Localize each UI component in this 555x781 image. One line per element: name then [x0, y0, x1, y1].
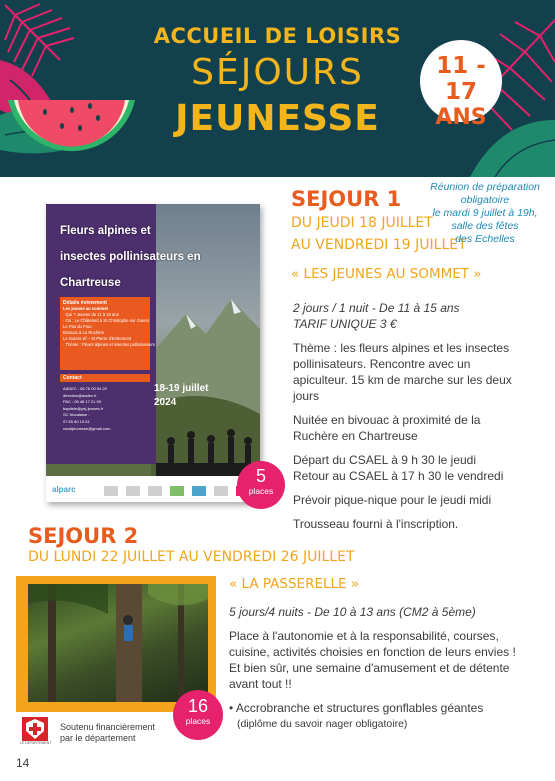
sejour1-description: Thème : les fleurs alpines et les insectes pollinisateurs. Rencontre avec un apiculteur. 15 km de marche sur les deux jours — [293, 341, 512, 403]
sejour1-trousseau: Trousseau fourni à l'inscription. — [293, 517, 459, 531]
poster-title-line: insectes pollinisateurs en — [60, 251, 201, 263]
departement-logo-icon — [22, 717, 48, 741]
header-title-accueil: ACCUEIL DE LOISIRS — [153, 24, 402, 48]
reunion-line: le mardi 9 juillet à 19h, — [432, 207, 538, 219]
poster-contact-line: direction@aadec.fr — [63, 392, 97, 398]
sejour1-date-start: DU JEUDI 18 JUILLET — [291, 215, 433, 231]
poster-date-year: 2024 — [154, 397, 177, 408]
header-title-sejours: SÉJOURS — [191, 52, 364, 93]
reunion-line: Réunion de préparation — [430, 181, 540, 193]
partner-logo-icon — [192, 486, 206, 496]
sejour2-places-number: 16 — [187, 696, 209, 716]
sejour2-note: (diplôme du savoir nager obligatoire) — [237, 718, 408, 730]
funding-line: par le département — [60, 733, 136, 743]
sejour1-places-label: places — [248, 486, 274, 496]
sejour2-places-label: places — [185, 716, 211, 726]
sejour1-details — [293, 300, 518, 540]
sejour1-theme: « LES JEUNES AU SOMMET » — [291, 266, 482, 282]
poster-title — [60, 218, 250, 296]
poster-contact-line: AADEC : 06 76 00 94 20 — [63, 386, 107, 391]
poster-title-line: Chartreuse — [60, 277, 121, 289]
alparc-logo: alparc — [52, 485, 76, 494]
sejour2-activity: • Accrobranche et structures gonflables géantes — [229, 701, 484, 715]
sejour2-title: SEJOUR 2 — [28, 524, 139, 548]
age-range-unit: ANS — [435, 105, 487, 130]
departement-logo-label: LE DÉPARTEMENT — [20, 741, 52, 745]
header-banner — [0, 0, 555, 177]
funding-line: Soutenu financièrement — [60, 722, 156, 732]
sejour2-dates: DU LUNDI 22 JUILLET AU VENDREDI 26 JUILLET — [28, 549, 355, 565]
sejour2-duration: 5 jours/4 nuits - De 10 à 13 ans (CM2 à 5ème) — [229, 605, 476, 619]
poster-detail: Le Guiers vif – St Pierre d'Entremont — [63, 336, 132, 341]
poster-details-title: Détails évènement — [63, 300, 107, 306]
partner-logo-icon — [170, 486, 184, 496]
poster-contact-line: cscaljeunesse@gmail.com — [63, 425, 111, 431]
sejour1-title: SEJOUR 1 — [291, 187, 402, 211]
sejour1-date-end: AU VENDREDI 19 JUILLET — [291, 237, 467, 253]
poster-detail: · Qui ? Jeunes de 11 à 15 ans — [63, 312, 119, 317]
sejour2-places-badge — [173, 690, 223, 740]
poster-detail: Le Pas du Frou — [63, 324, 92, 329]
partner-logo-icon — [104, 486, 118, 496]
sejour2-description: Place à l'autonomie et à la responsabilité, courses, cuisine, activités choisies en fonction de leurs envies ! Et bien sûr, une semaine d'amusement et de détente avant tout !! — [229, 629, 516, 691]
age-range-numbers: 11 - 17 — [436, 53, 486, 105]
sejour1-places-badge — [237, 461, 285, 509]
poster-detail: · Thème : Fleurs alpines et insectes pollinisateurs — [63, 342, 155, 347]
sejour1-duration: 2 jours / 1 nuit - De 11 à 15 ans — [293, 301, 460, 315]
tree-climbing-icon — [28, 584, 208, 702]
poster-detail: · Où : Le Châtelard à St Christophe sur Guiers — [63, 318, 150, 323]
poster-title-line: Fleurs alpines et — [60, 225, 151, 237]
poster-contact-line: baptiste@pej-jeunes.fr — [63, 405, 104, 411]
sejour1-poster — [46, 204, 260, 502]
reunion-line: salle des fêtes — [451, 220, 519, 232]
reunion-notice — [420, 181, 550, 246]
poster-details-sub: Les jeunes au sommet — [63, 306, 108, 311]
sejour1-depart: Départ du CSAEL à 9 h 30 le jeudi — [293, 453, 477, 467]
age-range-badge — [420, 40, 502, 130]
reunion-line: obligatoire — [460, 194, 510, 206]
sejour1-places-number: 5 — [255, 466, 266, 486]
poster-date — [154, 382, 208, 410]
poster-contact-line: SC Novalaise : — [63, 412, 90, 418]
poster-contact-line: PAC : 06 48 17 21 99 — [63, 399, 101, 405]
sejour2-theme: « LA PASSERELLE » — [229, 576, 360, 592]
poster-contact-title: Contact — [63, 375, 82, 381]
reunion-line: des Echelles — [455, 233, 515, 245]
partner-logo-icon — [126, 486, 140, 496]
funding-notice — [60, 722, 155, 744]
partner-logo-icon — [148, 486, 162, 496]
forest-photo — [28, 584, 208, 702]
poster-date-days: 18-19 juillet — [154, 383, 209, 394]
sejour1-piquenique: Prévoir pique-nique pour le jeudi midi — [293, 493, 492, 507]
poster-detail: Bivouac à La Ruchère — [63, 330, 105, 335]
partner-logo-icon — [214, 486, 228, 496]
poster-contact-line: 07 65 80 15 61 — [63, 418, 90, 424]
sejour2-details — [229, 604, 529, 740]
page-number: 14 — [16, 756, 30, 770]
sejour1-nuitee: Nuitée en bivouac à proximité de la Ruchère en Chartreuse — [293, 413, 481, 443]
sejour1-tarif: TARIF UNIQUE 3 € — [293, 317, 397, 331]
poster-contact — [63, 386, 153, 432]
sejour1-retour: Retour au CSAEL à 17 h 30 le vendredi — [293, 469, 504, 483]
poster-details — [63, 300, 181, 348]
header-title-jeunesse: JEUNESSE — [175, 98, 380, 139]
